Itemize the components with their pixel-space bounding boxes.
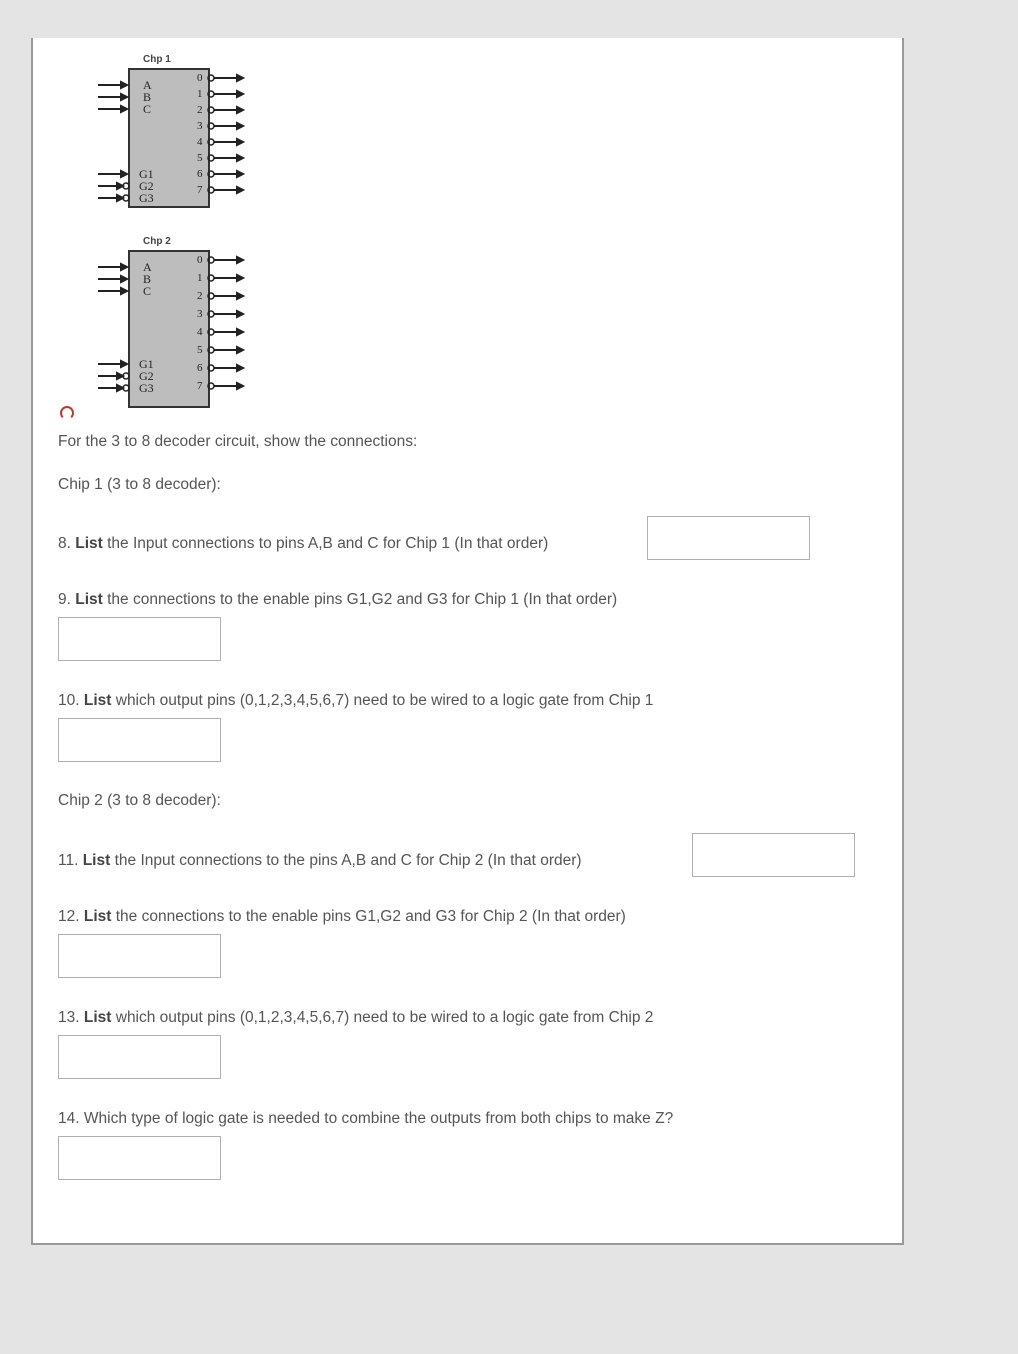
question-9-text: the connections to the enable pins G1,G2 and G3 for Chip 1 (In that order) [102, 591, 618, 608]
question-9-number: 9. [58, 591, 71, 608]
chip-1-pin-c: C [143, 102, 152, 116]
chip-1-out-5: 5 [197, 152, 203, 164]
chip-1-out-2: 2 [197, 104, 203, 116]
answer-13-input[interactable] [58, 1035, 221, 1079]
question-8-verb: List [75, 535, 103, 552]
chip-1-out-7: 7 [197, 184, 203, 196]
answer-9-input[interactable] [58, 617, 221, 661]
answer-10-input[interactable] [58, 718, 221, 762]
question-14-text: Which type of logic gate is needed to combine the outputs from both chips to make Z? [79, 1110, 674, 1127]
chip-2-out-6: 6 [197, 362, 203, 374]
question-10 [58, 692, 653, 710]
chip-1-pin-b: B [143, 90, 152, 104]
chip-2-out-2: 2 [197, 290, 203, 302]
chip-1-out-6: 6 [197, 168, 203, 180]
chip-2-pin-g3: G3 [139, 381, 154, 395]
chip-2-out-5: 5 [197, 344, 203, 356]
question-10-text: which output pins (0,1,2,3,4,5,6,7) need to be wired to a logic gate from Chip 1 [111, 692, 654, 709]
chip-2-wires [63, 236, 253, 411]
question-9-verb: List [75, 591, 103, 608]
question-13 [58, 1009, 653, 1027]
reload-icon[interactable] [60, 406, 74, 420]
question-8-text: the Input connections to pins A,B and C for Chip 1 (In that order) [102, 535, 549, 552]
chip-2-label: Chp 2 [143, 236, 171, 247]
answer-12-input[interactable] [58, 934, 221, 978]
chip-1-diagram [63, 54, 253, 244]
question-11 [58, 852, 582, 870]
chip-2-heading: Chip 2 (3 to 8 decoder): [58, 792, 221, 809]
question-11-number: 11. [58, 852, 79, 869]
answer-14-input[interactable] [58, 1136, 221, 1180]
chip-1-heading: Chip 1 (3 to 8 decoder): [58, 476, 221, 493]
chip-2-out-1: 1 [197, 272, 203, 284]
question-12-text: the connections to the enable pins G1,G2 and G3 for Chip 2 (In that order) [111, 908, 626, 925]
question-13-number: 13. [58, 1009, 80, 1026]
chip-1-wires [63, 54, 253, 224]
chip-2-pin-a: A [143, 260, 152, 274]
question-8-number: 8. [58, 535, 71, 552]
answer-11-input[interactable] [692, 833, 855, 877]
question-13-verb: List [83, 1009, 112, 1026]
chip-2-out-3: 3 [197, 308, 203, 320]
chip-1-out-3: 3 [197, 120, 203, 132]
question-14-number: 14. [58, 1110, 80, 1127]
chip-2-pin-c: C [143, 284, 152, 298]
chip-1-pin-g1: G1 [139, 167, 154, 181]
question-13-text: which output pins (0,1,2,3,4,5,6,7) need to be wired to a logic gate from Chip 2 [111, 1009, 654, 1026]
chip-2-pin-g1: G1 [139, 357, 154, 371]
chip-2-pin-b: B [143, 272, 152, 286]
chip-1-pin-g3: G3 [139, 191, 154, 205]
chip-1-out-0: 0 [197, 72, 203, 84]
question-10-number: 10. [58, 692, 80, 709]
question-11-text: the Input connections to the pins A,B and C for Chip 2 (In that order) [110, 852, 582, 869]
chip-1-out-1: 1 [197, 88, 203, 100]
chip-1-label: Chp 1 [143, 54, 171, 65]
chip-1-pin-a: A [143, 78, 152, 92]
question-11-verb: List [82, 852, 111, 869]
chip-2-out-0: 0 [197, 254, 203, 266]
chip-2-out-7: 7 [197, 380, 203, 392]
chip-1-pin-g2: G2 [139, 179, 154, 193]
question-panel [31, 38, 904, 1245]
chip-2-pin-g2: G2 [139, 369, 154, 383]
chip-2-diagram [63, 236, 253, 426]
answer-8-input[interactable] [647, 516, 810, 560]
intro-text: For the 3 to 8 decoder circuit, show the connections: [58, 433, 418, 450]
question-9 [58, 591, 617, 609]
question-12-number: 12. [58, 908, 80, 925]
chip-2-out-4: 4 [197, 326, 203, 338]
question-10-verb: List [83, 692, 112, 709]
question-14 [58, 1110, 673, 1128]
question-12 [58, 908, 626, 926]
chip-1-out-4: 4 [197, 136, 203, 148]
question-8 [58, 535, 548, 553]
question-12-verb: List [83, 908, 112, 925]
